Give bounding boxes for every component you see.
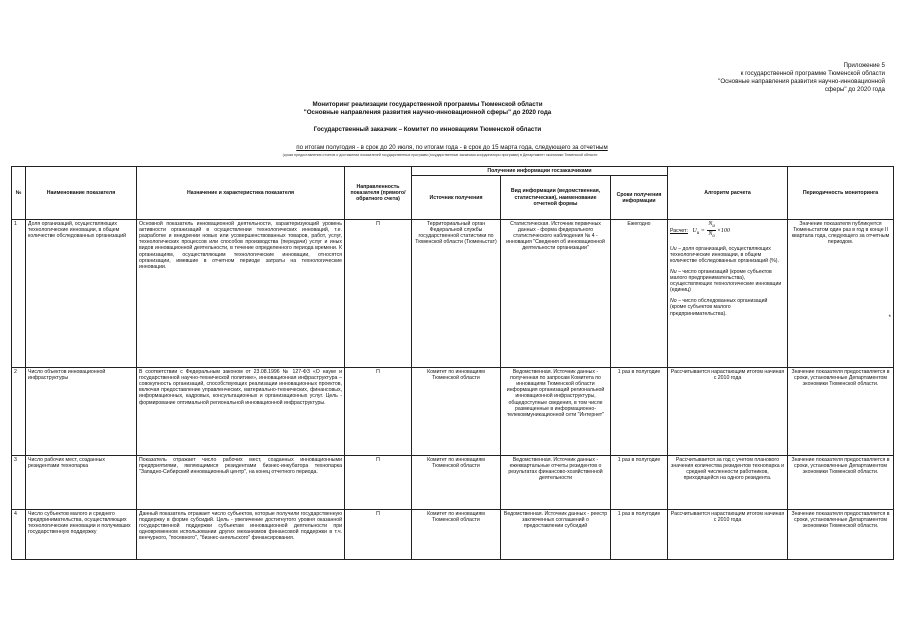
reporting-period-note: (сроки предоставления отчетов о достижении показателей государственных программ (государственные заказчики-координаторы программ) в Департамент экономики Тюменской области [282, 153, 598, 157]
appendix-block [645, 62, 885, 94]
row-direction: П [345, 220, 412, 368]
row-periodicity: Значение показателя предоставляется в сроки, установленные Департаментом экономики Тюменской области. [788, 368, 894, 456]
variable-no-symbol: Nо [670, 298, 677, 305]
row-name: Число рабочих мест, созданных резидентами технопарка [26, 456, 137, 510]
formula-prefix: Расчет: [670, 228, 688, 235]
row-periodicity-text: Значение показателя публикуется Тюменьстатом один раз в год в конце II квартала года, следующего за отчетным периодом. [791, 221, 890, 246]
row-source: Комитет по инновациям Тюменской области [412, 510, 501, 560]
row-source: Комитет по инновациям Тюменской области [412, 368, 501, 456]
row-algorithm [668, 220, 788, 368]
formula-numerator-sub: и [712, 224, 715, 230]
table-row [12, 368, 894, 456]
row-periodicity [788, 220, 894, 368]
row-algorithm: Рассчитывается за год с учетом планового значения количества резидентов технопарка и средней численности работников, приходящейся на одного резидента. [668, 456, 788, 510]
variable-no-text: – число обследованных организаций (кроме субъектов малого предпринимательства). [670, 298, 768, 317]
row-periodicity: Значение показателя предоставляется в сроки, установленные Департаментом экономики Тюменской области. [788, 456, 894, 510]
formula-lhs-sub: и [696, 231, 700, 237]
formula-denominator-sub: о [712, 234, 715, 240]
table-row [12, 220, 894, 368]
table-row [12, 510, 894, 560]
document-title: Мониторинг реализации государственной программы Тюменской области [312, 101, 543, 108]
row-deadline: 1 раз в полугодие [611, 510, 668, 560]
row-num: 3 [12, 456, 26, 510]
variable-ni [670, 269, 785, 293]
formula-tail: ×100 [716, 228, 730, 235]
row-mark: * [888, 315, 891, 322]
header-purpose: Назначение и характеристика показателя [137, 167, 345, 220]
variable-no [670, 298, 785, 316]
appendix-line: "Основные направления развития научно-инновационной [718, 78, 885, 85]
appendix-line: Приложение 5 [843, 62, 885, 69]
header-deadline: Сроки получения информации [611, 176, 668, 220]
reporting-period: по итогам полугодия - в срок до 20 июля, по итогам года - в срок до 15 марта года, следующего за отчетным [296, 144, 608, 151]
row-purpose: Показатель отражает число рабочих мест, созданных инновационными предприятиями, являющимися резидентами бизнес-инкубатора технопарка "Западно-Сибирский инновационный центр", на конец отчетного периода. [137, 456, 345, 510]
table-row [12, 456, 894, 510]
row-purpose: Данный показатель отражает число субъектов, которые получили государственную поддержку в форме субсидий. Цель - увеличение достигнутого уровня оказанной государственной поддержки субъектам инновационной деятельности при одновременном использовании других механизмов финансовой поддержки в т.ч. венчурного, "посевного", "бизнес-ангельского" финансирования. [137, 510, 345, 560]
row-deadline: Ежегодно [611, 220, 668, 368]
row-direction: П [345, 510, 412, 560]
row-num: 2 [12, 368, 26, 456]
variable-ui-text: – доля организаций, осуществляющих технологические инновации, в общем количестве обследованных организаций (%). [670, 245, 779, 264]
header-source: Источник получения [412, 176, 501, 220]
state-customer: Государственный заказчик – Комитет по инновациям Тюменской области [313, 126, 542, 133]
document-title-line2: "Основные направления развития научно-инновационной сферы" до 2020 года [303, 108, 552, 116]
row-info-type: Ведомственная. Источник данных - ежеквартальные отчеты резидентов о результатах финансово-хозяйственной деятельности [501, 456, 611, 510]
formula-expression: $U_и$ = $\frac{N_и}{N_о}$ ×100 [692, 221, 730, 240]
row-deadline: 1 раз в полугодие [611, 456, 668, 510]
row-name: Доля организаций, осуществляющих технологические инновации, в общем количестве обследованных организаций [26, 220, 137, 368]
row-direction: П [345, 368, 412, 456]
monitoring-table [11, 166, 894, 560]
row-purpose: Основной показатель инновационной деятельности, характеризующий уровень активности организаций в осуществлении технологических инноваций, т.е. разработке и внедрении новых или усовершенствованных товаров, работ, услуг, технологических процессов или способов производства (передачи) услуг и иных видов инновационной деятельности, в течение определенного периода времени. К организациям, осуществляющим технологические инновации, относятся организации, имевшие в отчетном периоде затраты на технологические инновации. [137, 220, 345, 368]
header-direction: Направленность показателя (прямого/обратного счета) [345, 167, 412, 220]
row-direction: П [345, 456, 412, 510]
header-algorithm: Алгоритм расчета [668, 167, 788, 220]
header-periodicity: Периодичность мониторинга [788, 167, 894, 220]
row-name: Число субъектов малого и среднего предпринимательства, осуществляющих технологические инновации и получивших государственную поддержку [26, 510, 137, 560]
row-num: 1 [12, 220, 26, 368]
document-header [0, 101, 905, 133]
row-source: Территориальный орган Федеральной службы государственной статистики по Тюменской области (Тюменьстат) [412, 220, 501, 368]
row-name: Число объектов инновационной инфраструктуры [26, 368, 137, 456]
variable-ni-text: – число организаций (кроме субъектов малого предпринимательства), осуществляющих технологические инновации (единиц) [670, 268, 782, 294]
row-algorithm: Рассчитывается нарастающим итогом начиная с 2010 года [668, 368, 788, 456]
variable-ui [670, 246, 785, 264]
formula-fraction [707, 221, 716, 241]
row-num: 4 [12, 510, 26, 560]
formula [670, 221, 785, 241]
row-source: Комитет по инновациям Тюменской области [412, 456, 501, 510]
header-num: № [12, 167, 26, 220]
row-deadline: 1 раз в полугодие [611, 368, 668, 456]
row-periodicity: Значение показателя предоставляется в сроки, установленные Департаментом экономики Тюменской области. [788, 510, 894, 560]
appendix-line: к государственной программе Тюменской области [740, 70, 885, 77]
row-purpose: В соответствии с Федеральным законом от 23.08.1996 № 127-ФЗ «О науке и государственной научно-технической политике», инновационная инфраструктура – совокупность организаций, способствующих реализации инновационных проектов, включая предоставление управленческих, материально-технических, финансовых, информационных, кадровых, консультационных и организационных услуг. Цель - формирование оптимальной региональной инновационной инфраструктуры. [137, 368, 345, 456]
formula-lhs: U [692, 228, 697, 235]
header-name: Наименование показателя [26, 167, 137, 220]
formula-denominator: N [708, 231, 713, 238]
row-info-type: Ведомственная. Источник данных - реестр заключенных соглашений о предоставлении субсидий [501, 510, 611, 560]
variable-ni-symbol: Nи [670, 268, 677, 275]
row-algorithm: Рассчитывается нарастающим итогом начиная с 2010 года [668, 510, 788, 560]
row-info-type: Ведомственная. Источник данных - полученная по запросам Комитета по инновациям Тюменской области информация организаций региональной инновационной инфраструктуры, общедоступные сведения, в том числе размещенные в информационно-телекоммуникационной сети "Интернет" [501, 368, 611, 456]
header-info-group: Получение информации госзаказчиками [412, 167, 668, 176]
row-info-type: Статистическая. Источник первичных данных - форма федерального статистического наблюдения № 4 - инновация "Сведения об инновационной деятельности организации" [501, 220, 611, 368]
header-info-type: Вид информации (ведомственная, статистическая), наименование отчетной формы [501, 176, 611, 220]
formula-numerator: N [708, 221, 713, 228]
appendix-line: сферы" до 2020 года [824, 86, 885, 93]
variable-ui-symbol: Uи [670, 245, 677, 252]
